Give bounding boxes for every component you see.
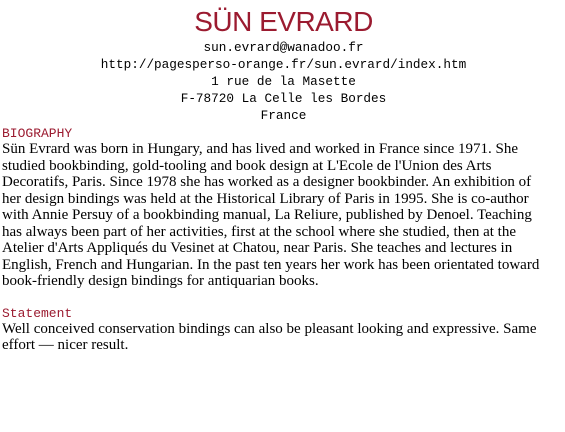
page-title: SÜN EVRARD [194, 6, 373, 37]
statement-text: Well conceived conservation bindings can also be pleasant looking and expressive. Same effort — nicer result. [2, 320, 537, 353]
contact-block [2, 39, 565, 124]
email-link[interactable]: sun.evrard@wanadoo.fr [203, 40, 364, 55]
country: France [260, 108, 307, 123]
statement-heading: Statement [2, 305, 73, 321]
biography-heading: BIOGRAPHY [2, 126, 73, 141]
website-link[interactable]: http://pagesperso-orange.fr/sun.evrard/index.htm [100, 57, 467, 72]
address-line-1: 1 rue de la Masette [211, 74, 356, 89]
address-line-2: F-78720 La Celle les Bordes [180, 91, 387, 106]
biography-text: Sün Evrard was born in Hungary, and has lived and worked in France since 1971. She studied bookbinding, gold-tooling and book design at L'Ecole de l'Union des Arts Decoratifs, Paris. Since 1978 she has worked as a designer bookbinder. An exhibition of her design bindings was held at the Historical Library of Paris in 1995. She is co-author with Annie Persuy of a bookbinding manual, La Reliure, published by Denoel. Teaching has always been part of her activities, first at the school where she studied, then at the Atelier d'Arts Appliqués du Vesinet at Chatou, near Paris. She teaches and lectures in English, French and Hungarian. In the past ten years her work has been orientated toward book-friendly design bindings for antiquarian books. [2, 141, 540, 289]
